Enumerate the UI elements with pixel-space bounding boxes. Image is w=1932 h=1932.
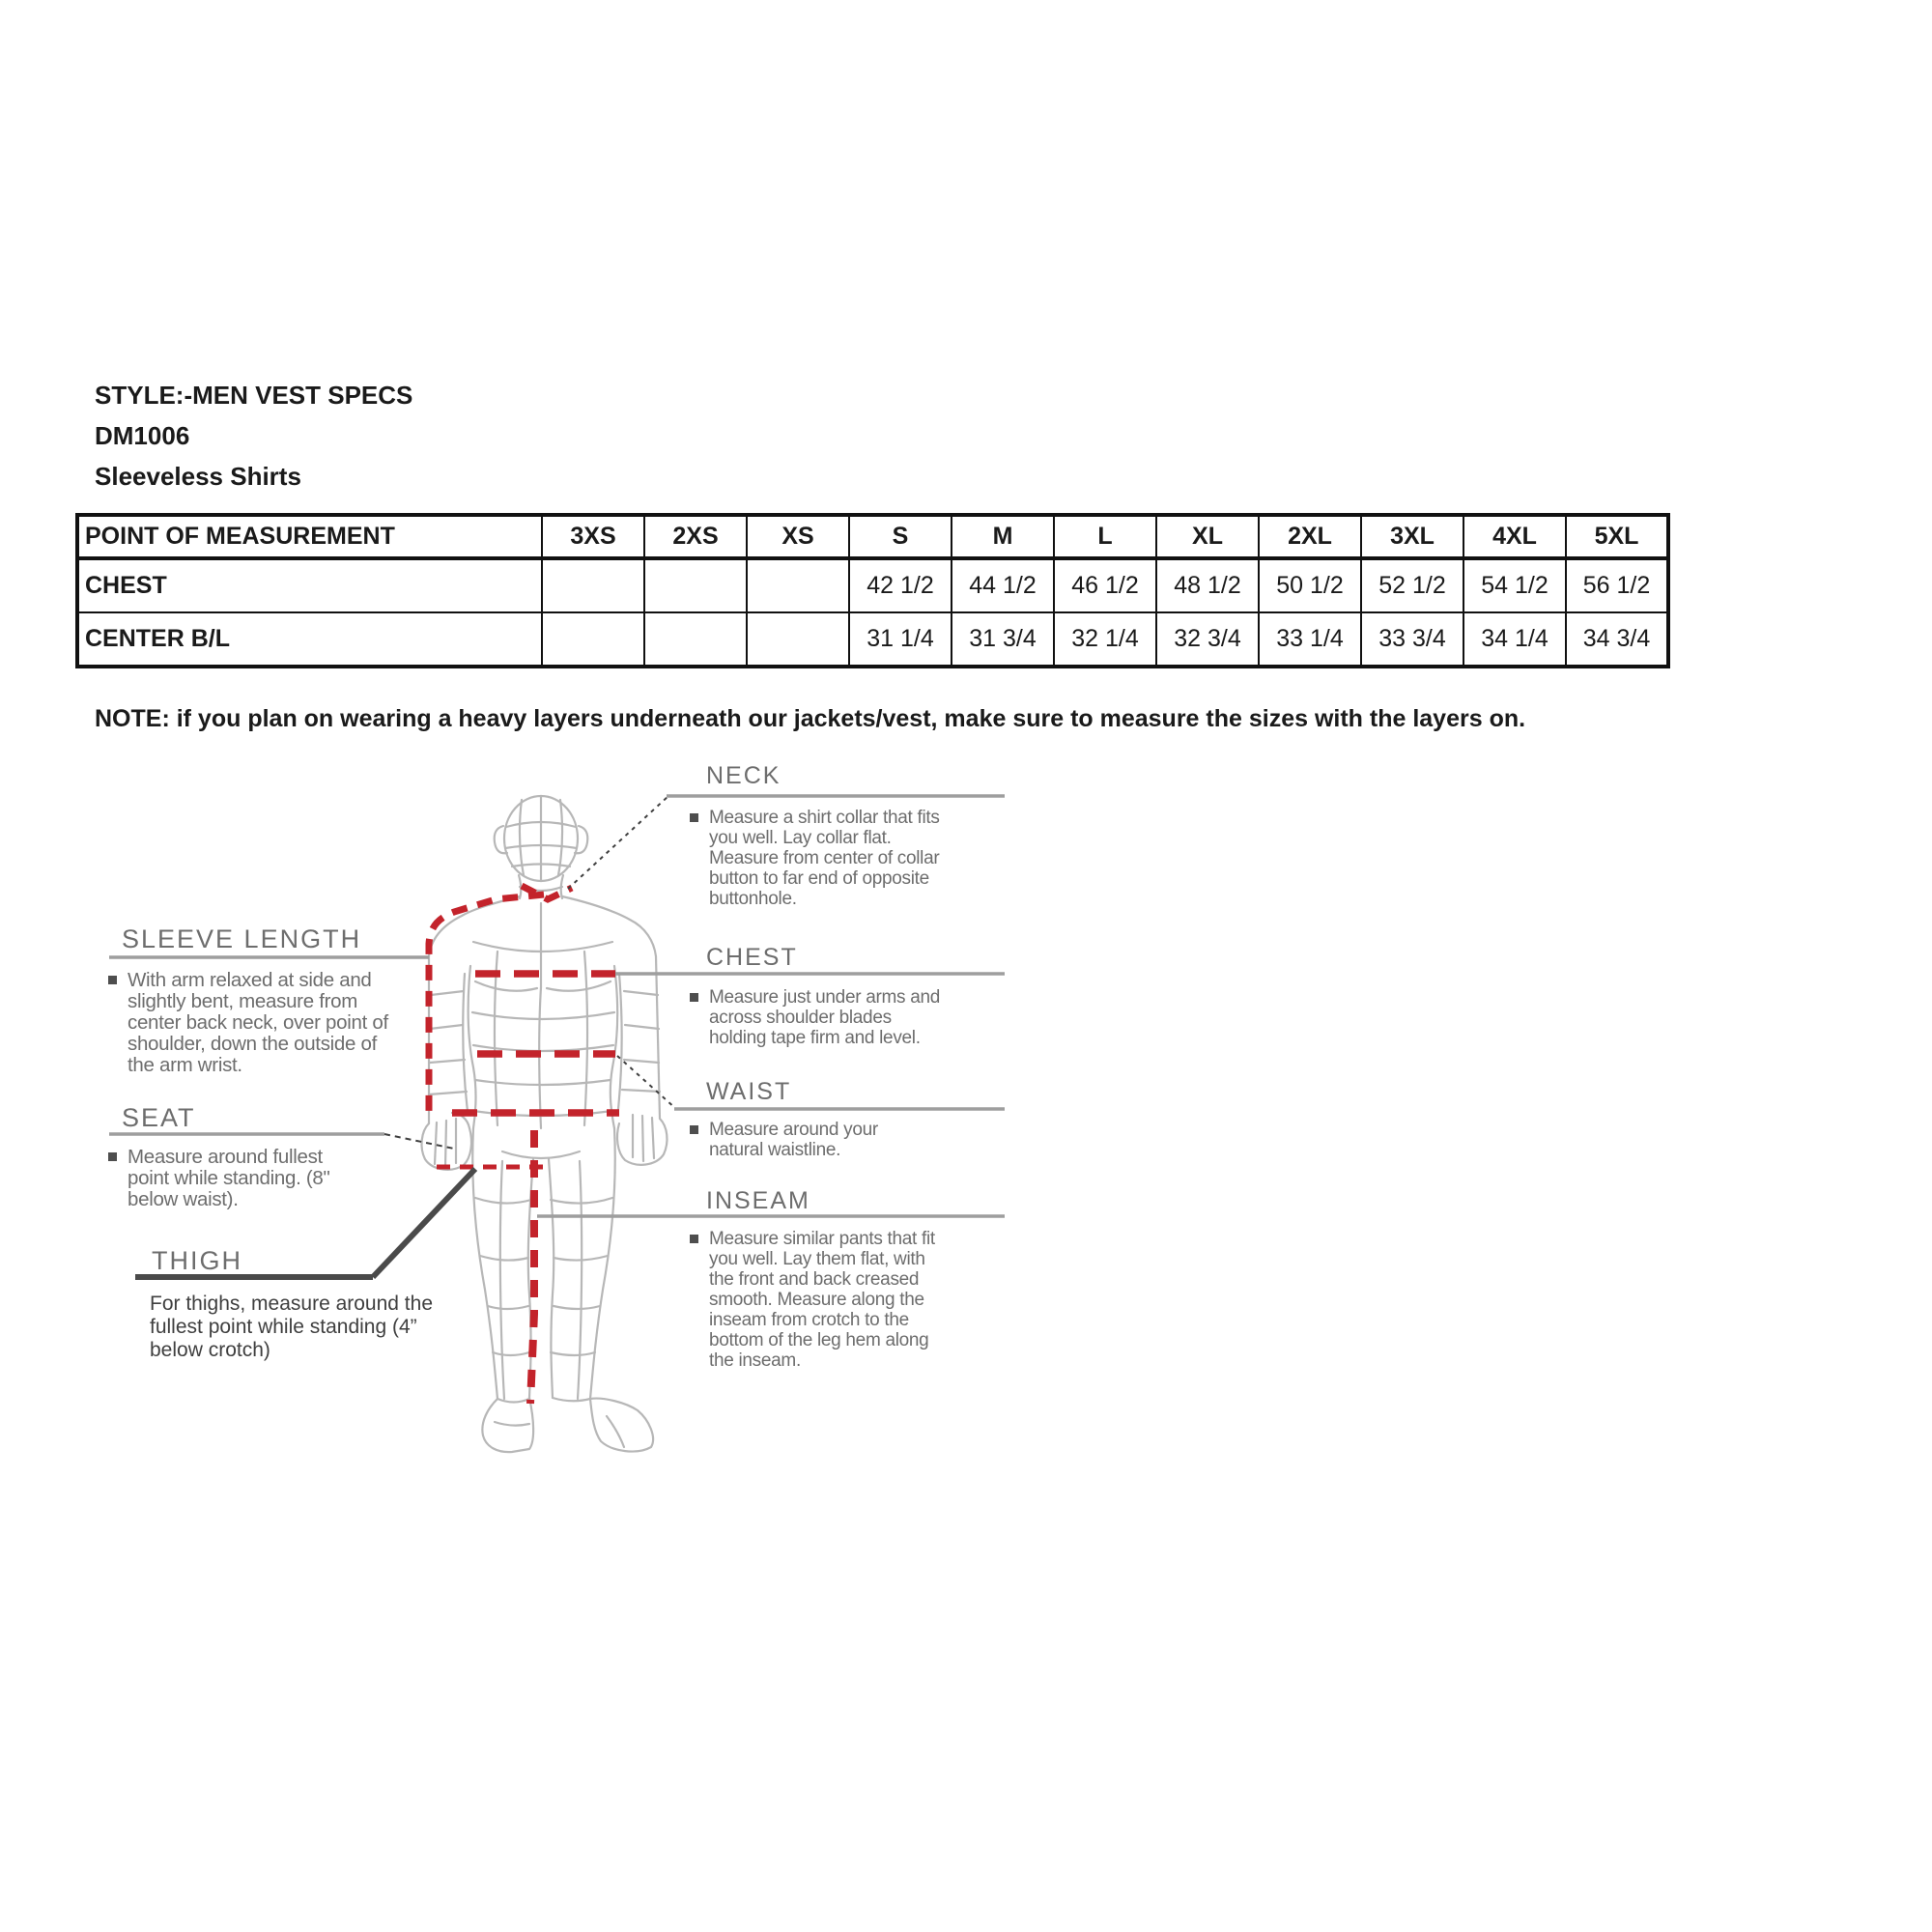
column-header-size: XL: [1156, 515, 1259, 558]
table-cell: 50 1/2: [1259, 558, 1361, 612]
waist-leader-line: [617, 1056, 676, 1109]
waist-title: WAIST: [706, 1078, 792, 1105]
seat-leader-line: [384, 1134, 454, 1149]
waist-instructions: Measure around your natural waistline.: [690, 1120, 912, 1160]
inseam-title: INSEAM: [706, 1187, 810, 1214]
table-cell: 44 1/2: [952, 558, 1054, 612]
inseam-instructions: Measure similar pants that fit you well. Lay them flat, with the front and back creased smooth. Measure along the inseam from crotch to the bottom of the leg hem along the inseam.: [690, 1229, 949, 1371]
table-cell: 33 1/4: [1259, 612, 1361, 667]
measurement-lines: [429, 886, 619, 1404]
table-cell: 34 1/4: [1463, 612, 1566, 667]
thigh-title: THIGH: [152, 1246, 242, 1275]
sleeve-length-title: SLEEVE LENGTH: [122, 924, 362, 953]
row-label: CHEST: [77, 558, 542, 612]
column-header-size: 3XS: [542, 515, 644, 558]
table-cell: 42 1/2: [849, 558, 952, 612]
column-header-size: M: [952, 515, 1054, 558]
neck-title: NECK: [706, 762, 781, 789]
table-cell: 31 3/4: [952, 612, 1054, 667]
style-line: STYLE:-MEN VEST SPECS: [95, 381, 413, 410]
thigh-leader-line: [373, 1169, 475, 1277]
product-type: Sleeveless Shirts: [95, 462, 301, 491]
bullet-icon: [108, 1152, 117, 1161]
table-cell: 32 1/4: [1054, 612, 1156, 667]
column-header-size: 2XS: [644, 515, 747, 558]
bullet-icon: [690, 813, 698, 822]
neck-instructions: Measure a shirt collar that fits you well. Lay collar flat. Measure from center of collar button to far end of opposite buttonhole.: [690, 808, 943, 909]
table-cell: 46 1/2: [1054, 558, 1156, 612]
column-header-size: 4XL: [1463, 515, 1566, 558]
column-header-size: L: [1054, 515, 1156, 558]
sleeve-measure-line: [429, 895, 544, 1121]
sleeve-length-instructions: With arm relaxed at side and slightly bent, measure from center back neck, over point of shoulder, down the outside of the arm wrist.: [108, 970, 403, 1076]
column-header-size: S: [849, 515, 952, 558]
chest-title: CHEST: [706, 944, 798, 971]
column-header-size: 3XL: [1361, 515, 1463, 558]
figure-wireframe: [422, 796, 668, 1452]
column-header-size: 5XL: [1566, 515, 1668, 558]
table-cell: 56 1/2: [1566, 558, 1668, 612]
column-header-size: 2XL: [1259, 515, 1361, 558]
layering-note: NOTE: if you plan on wearing a heavy layers underneath our jackets/vest, make sure to measure the sizes with the layers on.: [95, 705, 1526, 732]
table-cell: 54 1/2: [1463, 558, 1566, 612]
table-cell: 31 1/4: [849, 612, 952, 667]
model-code: DM1006: [95, 421, 190, 450]
seat-title: SEAT: [122, 1103, 196, 1132]
table-cell: 32 3/4: [1156, 612, 1259, 667]
bullet-icon: [690, 1125, 698, 1134]
table-cell: 34 3/4: [1566, 612, 1668, 667]
table-cell: 48 1/2: [1156, 558, 1259, 612]
bullet-icon: [690, 993, 698, 1002]
bullet-icon: [690, 1235, 698, 1243]
table-cell: 52 1/2: [1361, 558, 1463, 612]
column-header-point-of-measurement: POINT OF MEASUREMENT: [77, 515, 542, 558]
seat-instructions: Measure around fullest point while standing. (8" below waist).: [108, 1147, 359, 1210]
column-header-size: XS: [747, 515, 849, 558]
thigh-instructions: For thighs, measure around the fullest point while standing (4” below crotch): [150, 1293, 433, 1361]
row-label: CENTER B/L: [77, 612, 542, 667]
table-cell: 33 3/4: [1361, 612, 1463, 667]
neck-leader-line: [568, 796, 668, 889]
bullet-icon: [108, 976, 117, 984]
chest-instructions: Measure just under arms and across shoulder blades holding tape firm and level.: [690, 987, 943, 1048]
